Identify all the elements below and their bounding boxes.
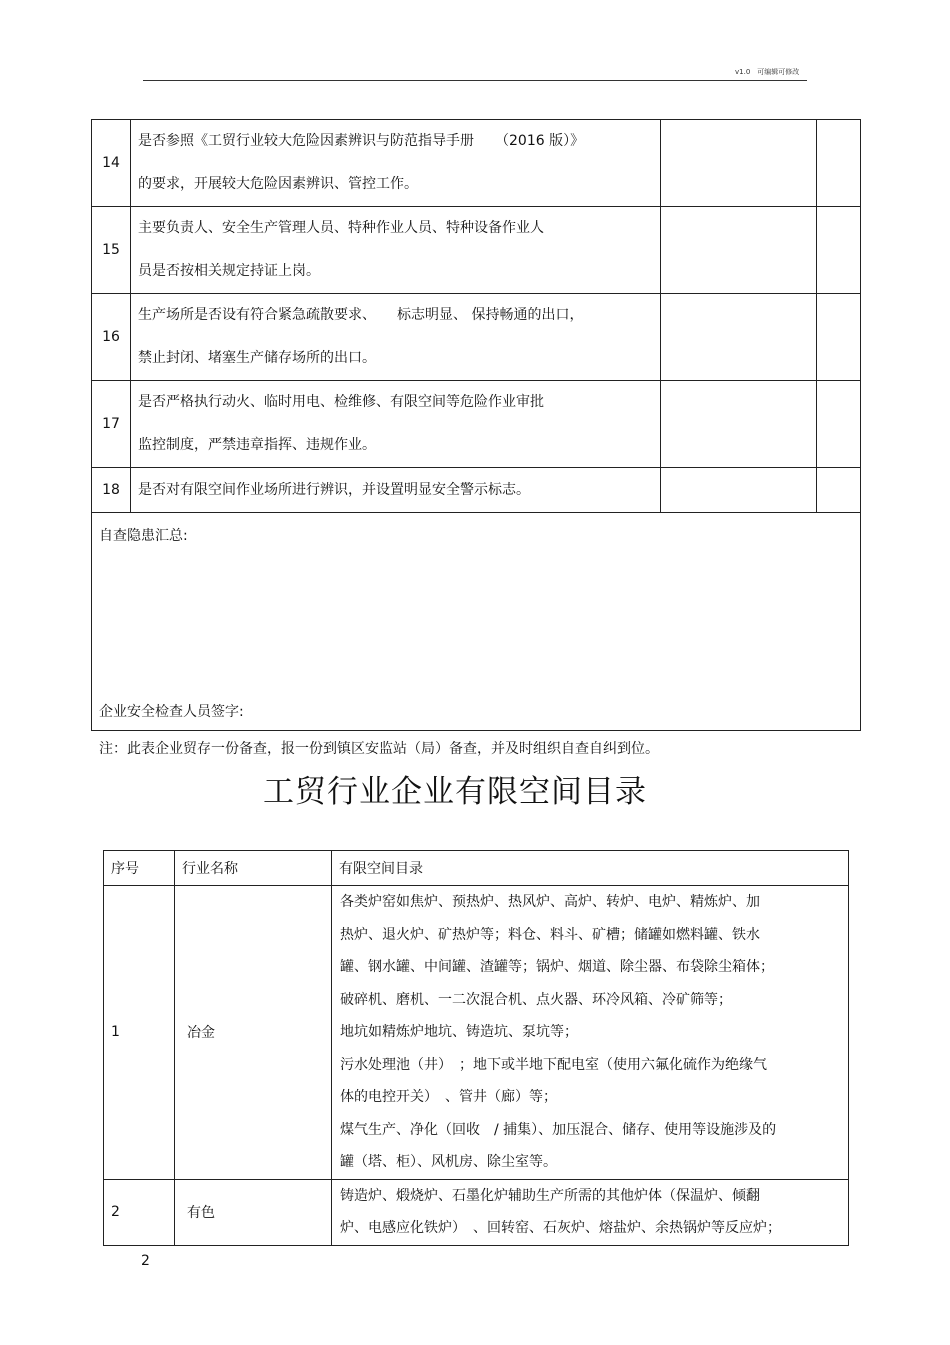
table-row [104,1179,849,1245]
space-list-line: 煤气生产、净化（回收 / 捕集）、加压混合、储存、使用等设施涉及的 [340,1121,777,1138]
table-row [92,207,861,294]
row-number: 16 [92,294,131,381]
space-list-line: 炉、电感应化铁炉） 、回转窑、石灰炉、熔盐炉、余热锅炉等反应炉； [340,1220,781,1236]
space-list-line: 罐、钢水罐、中间罐、渣罐等；锅炉、烟道、除尘器、布袋除尘箱体； [340,959,774,975]
check-item-line: 员是否按相关规定持证上岗。 [138,263,320,279]
table-row [92,120,861,207]
row-number: 1 [104,886,175,1180]
space-list-line: 热炉、退火炉、矿热炉等；料仓、料斗、矿槽；储罐如燃料罐、铁水 [340,926,760,943]
header-rule [143,80,807,81]
version-header: v1.0 可编辑可修改 [735,68,800,76]
check-item-line: 的要求，开展较大危险因素辨识、管控工作。 [138,176,418,192]
check-item-line: 是否严格执行动火、临时用电、检维修、有限空间等危险作业审批 [138,394,544,410]
industry-name: 有色 [175,1179,332,1245]
check-item [131,381,661,468]
check-item-line: 是否对有限空间作业场所进行辨识，并设置明显安全警示标志。 [138,481,530,498]
remark-cell [817,294,861,381]
space-list-line: 地坑如精炼炉地坑、铸造坑、泵坑等； [340,1024,578,1040]
space-list-line: 各类炉窑如焦炉、预热炉、热风炉、高炉、转炉、电炉、精炼炉、加 [340,894,760,910]
check-item-line: 监控制度，严禁违章指挥、违规作业。 [138,437,376,453]
space-list [332,1179,849,1245]
check-item-line: 禁止封闭、堵塞生产储存场所的出口。 [138,350,376,366]
result-cell [661,294,817,381]
remark-cell [817,381,861,468]
table-row [92,468,861,513]
industry-name: 冶金 [175,886,332,1180]
row-number: 2 [104,1179,175,1245]
space-list [332,886,849,1180]
check-item-line: 主要负责人、安全生产管理人员、特种作业人员、特种设备作业人 [138,220,544,236]
table-header-row [104,851,849,886]
directory-table [103,850,849,1246]
footnote: 注：此表企业贸存一份备查，报一份到镇区安监站（局）备查，并及时组织自查自纠到位。 [99,741,659,757]
space-list-line: 污水处理池（井） ；地下或半地下配电室（使用六氟化硫作为绝缘气 [340,1056,767,1073]
remark-cell [817,468,861,513]
result-cell [661,207,817,294]
table-row [92,294,861,381]
header-cell: 有限空间目录 [332,851,849,886]
result-cell [661,381,817,468]
header-cell: 序号 [104,851,175,886]
check-item [131,207,661,294]
summary-row [92,513,861,731]
summary-label: 自查隐患汇总: [99,528,188,544]
section-title: 工贸行业企业有限空间目录 [263,774,647,810]
summary-cell [92,513,861,731]
remark-cell [817,120,861,207]
checklist-table [91,119,861,731]
result-cell [661,468,817,513]
signature-label: 企业安全检查人员签字: [99,704,244,720]
space-list-line: 罐（塔、柜）、风机房、除尘室等。 [340,1154,557,1170]
remark-cell [817,207,861,294]
page-number: 2 [141,1253,150,1269]
result-cell [661,120,817,207]
header-cell: 行业名称 [175,851,332,886]
row-number: 17 [92,381,131,468]
check-item-line: 生产场所是否设有符合紧急疏散要求、 标志明显、 保持畅通的出口， [138,307,584,323]
row-number: 15 [92,207,131,294]
space-list-line: 破碎机、磨机、一二次混合机、点火器、环冷风箱、冷矿筛等； [340,991,732,1008]
check-item-line: 是否参照《工贸行业较大危险因素辨识与防范指导手册 （2016 版）》 [138,133,585,149]
row-number: 18 [92,468,131,513]
check-item [131,294,661,381]
check-item [131,468,661,513]
table-row [104,886,849,1180]
row-number: 14 [92,120,131,207]
check-item [131,120,661,207]
space-list-line: 体的电控开关） 、管井（廊）等； [340,1089,557,1105]
table-row [92,381,861,468]
space-list-line: 铸造炉、煅烧炉、石墨化炉辅助生产所需的其他炉体（保温炉、倾翻 [340,1187,760,1204]
